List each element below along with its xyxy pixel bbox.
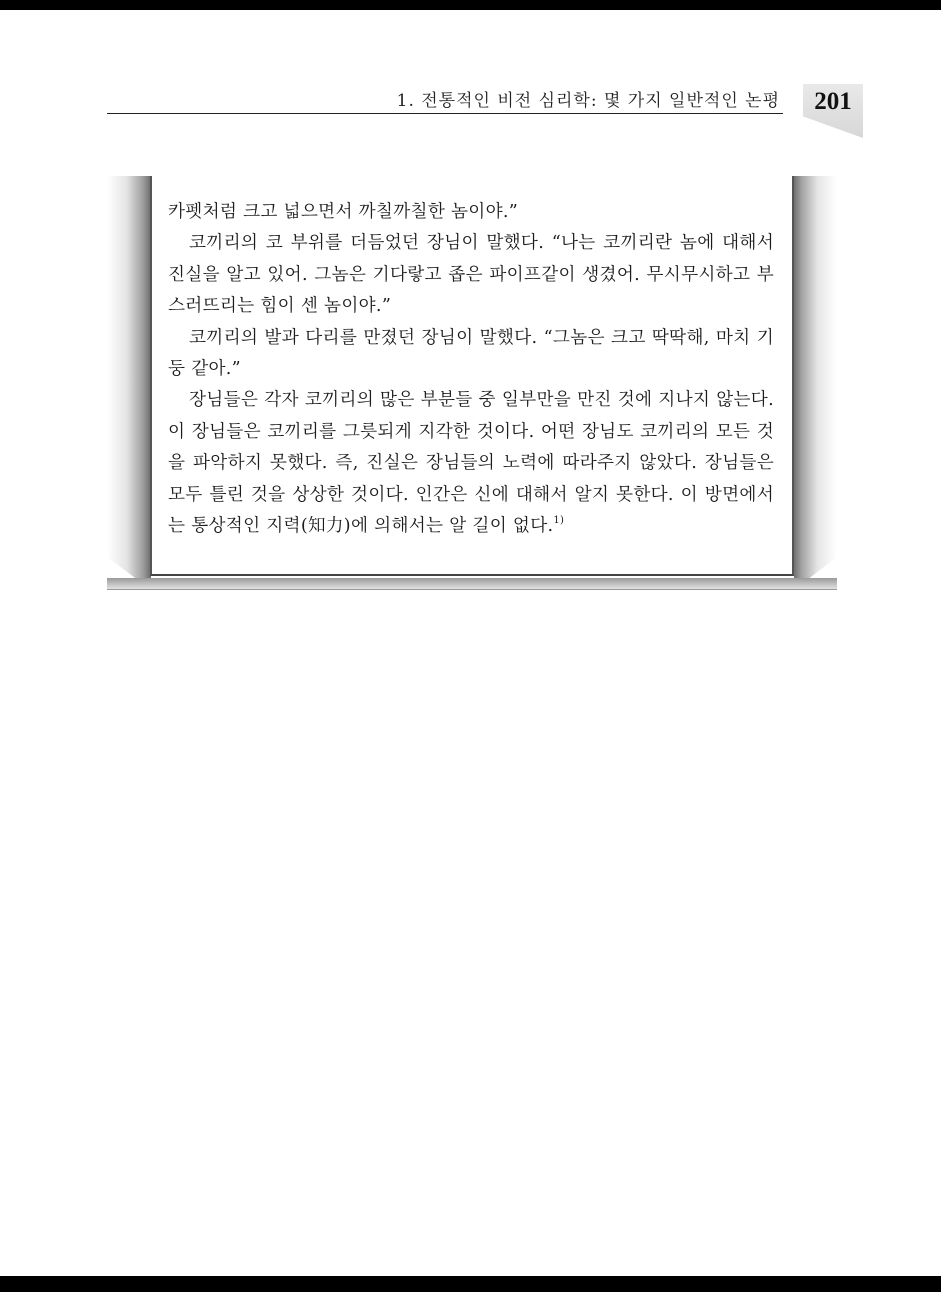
top-black-bar <box>0 0 941 10</box>
excerpt-paragraph-last <box>168 385 774 542</box>
header-rule <box>107 113 783 114</box>
excerpt-body <box>168 197 774 542</box>
footnote-marker: 1) <box>553 515 565 527</box>
excerpt-paragraph: 코끼리의 코 부위를 더듬었던 장님이 말했다. “나는 코끼리란 놈에 대해서 진실을 알고 있어. 그놈은 기다랗고 좁은 파이프같이 생겼어. 무시무시하고 부스러뜨리는 힘이 센 놈이야.” <box>168 233 774 317</box>
running-header-title: 1. 전통적인 비전 심리학: 몇 가지 일반적인 논평 <box>396 91 780 111</box>
frame-base-line <box>107 589 837 590</box>
frame-right-curl <box>794 176 837 590</box>
frame-left-curl <box>107 176 151 590</box>
excerpt-paragraph-text: 장님들은 각자 코끼리의 많은 부분들 중 일부만을 만진 것에 지나지 않는다. 이 장님들은 코끼리를 그릇되게 지각한 것이다. 어떤 장님도 코끼리의 모든 것을 파악하지 못했다. 즉, 진실은 장님들의 노력에 따라주지 않았다. 장님들은 모두 틀린 것을 상상한 것이다. 인간은 신에 대해서 알지 못한다. 이 방면에서는 통상적인 지력(知力)에 의해서는 알 길이 없다. <box>168 390 774 537</box>
excerpt-paragraph: 카펫처럼 크고 넓으면서 까칠까칠한 놈이야.” <box>168 202 519 222</box>
page-number: 201 <box>814 88 852 115</box>
excerpt-paragraph: 코끼리의 발과 다리를 만졌던 장님이 말했다. “그놈은 크고 딱딱해, 마치 기둥 같아.” <box>168 327 774 380</box>
bottom-black-bar <box>0 1276 941 1292</box>
